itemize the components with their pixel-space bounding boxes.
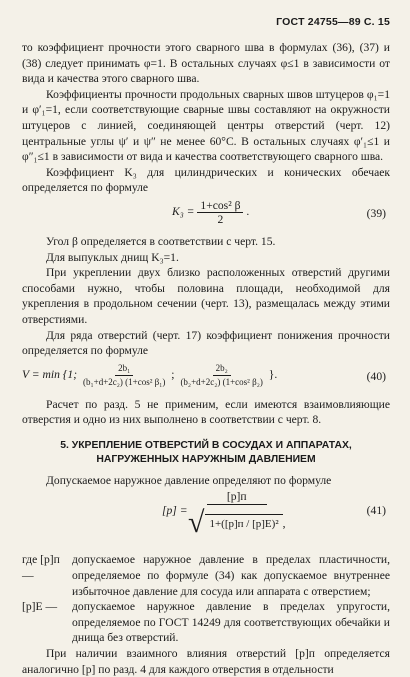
- denominator: (b₂+d+2c₂) (1+cos² β₂): [180, 376, 263, 387]
- definition-desc: допускаемое наружное давление в пределах упругости, определяемое по ГОСТ 14249 для соответствующих обечайки и днища без отверстий.: [72, 600, 390, 645]
- fraction: [188, 490, 286, 538]
- page-header: ГОСТ 24755—89 С. 15: [276, 16, 390, 28]
- paragraph: Угол β определяется в соответствии с черт. 15.: [46, 234, 276, 248]
- formula-39: [22, 199, 390, 229]
- formula-40: [22, 362, 390, 392]
- paragraph: При наличии взаимного влияния отверстий [p]п определяется аналогично [p] по разд. 4 для каждого отверстия в отдельности: [22, 647, 390, 676]
- paragraph: При укреплении двух близко расположенных отверстий другими способами нужно, чтобы половина площади, необходимой для укрепления в продольном сечении (черт. 13), размещалась между этими отверстиями.: [22, 266, 390, 326]
- definition-item: [22, 552, 390, 599]
- numerator: 2b₁: [115, 362, 133, 376]
- formula-lhs: [p] =: [162, 504, 188, 518]
- definition-list: [22, 552, 390, 646]
- definition-desc: допускаемое наружное давление в пределах пластичности, определяемое по формуле (34) как допускаемое внутреннее избыточное давление для сосуда или аппарата с отверстием;: [72, 553, 390, 598]
- formula-number: (41): [366, 504, 386, 518]
- formula-number: (40): [366, 369, 386, 383]
- numerator: 1+cos² β: [197, 199, 243, 213]
- separator: ;: [171, 367, 175, 381]
- fraction: [177, 362, 265, 389]
- formula-41: [22, 490, 390, 548]
- formula-number: (39): [366, 206, 386, 220]
- section-heading: 5. УКРЕПЛЕНИЕ ОТВЕРСТИЙ В СОСУДАХ И АППАРАТАХ, НАГРУЖЕННЫХ НАРУЖНЫМ ДАВЛЕНИЕМ: [60, 439, 352, 465]
- formula-lhs: K₃ =: [172, 205, 195, 219]
- denominator: (b₁+d+2c₂) (1+cos² β₁): [82, 376, 166, 387]
- denominator: [188, 508, 286, 538]
- formula-tail: }.: [268, 367, 278, 381]
- definition-term: где [p]п —: [22, 553, 60, 583]
- paragraph: Для выпуклых днищ K₃=1.: [46, 250, 179, 264]
- denominator: 2: [217, 212, 224, 226]
- formula-tail: ,: [282, 516, 286, 530]
- numerator: [p]п: [207, 490, 267, 505]
- paragraph: Коэффициенты прочности продольных сварных швов штуцеров φ₁=1 и φ′₁=1, если соответствующие сварные швы составляют на окружности штуцеров с линией, соединяющей центры отверстий (черт. 12) центральные углы ψ′ и ψ″ не менее 60°С. В остальных случаях φ′₁≤1 и φ″₁≤1 в зависимости от вида и качества соответствующего сварного шва.: [22, 87, 390, 164]
- formula-lhs: V = min {1;: [22, 367, 78, 381]
- fraction: [80, 362, 168, 389]
- definition-term: [p]E —: [22, 600, 58, 614]
- radicand: 1+([p]п / [p]E)²: [205, 514, 282, 533]
- paragraph: Допускаемое наружное давление определяют по формуле: [46, 473, 332, 487]
- paragraph: то коэффициент прочности этого сварного шва в формулах (36), (37) и (38) следует принимать φ=1. В остальных случаях φ≤1 в зависимости от вида и качества этого сварного шва.: [22, 41, 390, 86]
- formula-tail: .: [246, 205, 250, 219]
- fraction: [197, 199, 243, 226]
- document-body: [22, 40, 390, 677]
- definition-item: [22, 599, 390, 646]
- sqrt-symbol: √: [188, 506, 205, 540]
- paragraph: Расчет по разд. 5 не применим, если имеются взаимовлияющие отверстия и одно из них выполнено в соответствии с черт. 8.: [22, 397, 390, 427]
- numerator: 2b₂: [213, 362, 231, 376]
- paragraph: Коэффициент K₃ для цилиндрических и конических обечаек определяется по формуле: [22, 165, 390, 195]
- paragraph: Для ряда отверстий (черт. 17) коэффициент понижения прочности определяется по формуле: [22, 328, 390, 358]
